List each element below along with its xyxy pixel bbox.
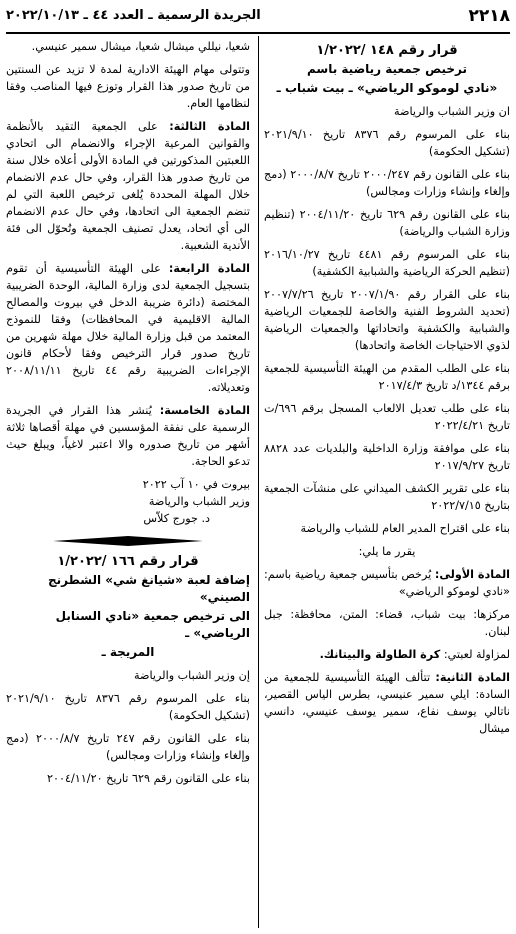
page-number: ٢٢١٨ [468,6,510,26]
right-column [264,38,510,743]
decision-166-subtitle-location: المريجة ـ [101,645,155,659]
decision-148-title: قرار رقم ١٤٨ /١/٢٠٢٢ [316,43,458,58]
paragraph: بناء على طلب تعديل الالعاب المسجل برقم ٦٩٦/ت تاريخ ٢٠٢٢/٤/٢١ [264,402,510,432]
gazette-title: الجريدة الرسمية ـ العدد ٤٤ ـ ٢٠٢٢/١٠/١٣ [6,8,261,23]
article-text: يُنشر هذا القرار في الجريدة الرسمية على نفقة المؤسسين في مهلة أقصاها ثلاثة أشهر من تاريخ صدوره والا اعتبر لاغياً، ويبلغ حيث تدعو الحاجة. [6,404,250,468]
article-4 [6,260,250,396]
article-label: المادة الرابعة: [168,262,250,275]
section-separator [6,535,250,547]
paragraph: بناء على القانون رقم ٦٢٩ تاريخ ٢٠٠٤/١١/٢٠ [46,772,250,785]
sports-names: كرة الطاولة والبيتانك. [319,648,441,661]
article-text: على الجمعية التقيد بالأنظمة والقوانين المرعية الإجراء والانضمام الى اتحادي اللعبتين المذكورتين في المادة الأولى أعلاه خلال سنة من تاريخ صدور هذا القرار، وفي حال عدم الانضمام خلال المهلة المحددة يُلغى ترخيص اللعبة التي لم تنضم الجمعية الى اتحادها، وفي حال عدم الانضمام الى أي اتحاد، يعدل تصنيف الجمعية وتُحوّل الى فئة الأندية الشعبية. [6,120,250,252]
article-label: المادة الخامسة: [159,404,250,417]
article-2 [264,669,510,737]
article-3 [6,118,250,254]
page-header [6,4,510,32]
decision-166-title: قرار رقم ١٦٦ /١/٢٠٢٢ [57,554,199,569]
paragraph: بناء على المرسوم رقم ٨٣٧٦ تاريخ ٢٠٢١/٩/١٠ (تشكيل الحكومة) [6,692,250,722]
article-label: المادة الأولى: [434,568,511,581]
paragraph: بناء على المرسوم رقم ٤٤٨١ تاريخ ٢٠١٦/١٠/٢٧ (تنظيم الحركة الرياضية والشبابية الكشفية) [264,248,511,278]
signature-name: د. جورج كلاّس [143,512,210,525]
paragraph: بناء على المرسوم رقم ٨٣٧٦ تاريخ ٢٠٢١/٩/١٠ (تشكيل الحكومة) [264,128,510,158]
paragraph: ان وزير الشباب والرياضة [393,105,510,118]
decision-166-subtitle: إضافة لعبة «شيانغ شي» الشطرنج الصيني» [47,573,250,604]
header-rule [6,32,510,34]
decides-line: يقرر ما يلي: [358,545,416,558]
paragraph: بناء على القانون رقم ٦٢٩ تاريخ ٢٠٠٤/١١/٢٠ (تنظيم وزارة الشباب والرياضة) [264,208,510,238]
paragraph: بناء على اقتراح المدير العام للشباب والرياضة [300,522,510,535]
paragraph: بناء على القانون رقم ٢٤٧ تاريخ ٢٠٠٠/٨/٧ (دمج وإلغاء وإنشاء وزارات ومجالس) [6,732,250,762]
decision-166-subtitle-club: الى ترخيص جمعية «نادي السنابل الرياضي» ـ [55,609,250,640]
paragraph: بناء على القانون رقم ٢٠٠٠/٢٤٧ تاريخ ٢٠٠٠/٨/٧ (دمج وإلغاء وإنشاء وزارات ومجالس) [264,168,510,198]
paragraph: بناء على موافقة وزارة الداخلية والبلديات عدد ٨٨٢٨ تاريخ ٢٠١٧/٩/٢٧ [264,442,510,472]
article-text: تتألف الهيئة التأسيسية للجمعية من السادة: ايلي سمير عنيسي، بطرس الياس القصير، ناتالي يوسف نفاع، سمير يوسف عنيسي، دانسي ميشال [264,671,510,735]
article-5 [6,402,250,470]
article-text: يُرخص بتأسيس جمعية رياضية باسم: «نادي لوموكو الرياضي» [264,568,510,598]
column-divider [258,36,259,928]
signature-place-date: بيروت في ١٠ آب ٢٠٢٢ [142,478,250,491]
article-label: المادة الثانية: [435,671,510,684]
paragraph: شعيا، نيللي ميشال شعيا، ميشال سمير عنيسي. [31,40,250,53]
decision-148-subtitle-club: «نادي لوموكو الرياضي» ـ بيت شباب ـ [276,81,498,95]
paragraph: مركزها: بيت شباب، قضاء: المتن، محافظة: جبل لبنان. [264,608,510,638]
paragraph: بناء على الطلب المقدم من الهيئة التأسيسية للجمعية برقم ١٣٤٤/د تاريخ ٢٠١٧/٤/٣ [264,362,510,392]
paragraph: وتتولى مهام الهيئة الادارية لمدة لا تزيد عن السنتين من تاريخ صدور هذا القرار وتوزع فيها المناصب وفقا لنظامها العام. [6,63,250,110]
decision-148-subtitle: ترخيص جمعية رياضية باسم [307,62,467,76]
article-label: المادة الثالثة: [169,120,251,133]
paragraph [264,646,510,663]
separator-ornament [53,535,203,547]
paragraph: بناء على تقرير الكشف الميداني على منشآت الجمعية بتاريخ ٢٠٢٢/٧/١٥ [264,482,510,512]
article-text: على الهيئة التأسيسية أن تقوم بتسجيل الجمعية لدى وزارة المالية، الوحدة الضريبية المختصة (دائرة ضريبة الدخل في بيروت والمصالح المالية الاقليمية في المحافظات) وفقا للنموذج المعتمد من قبل وزارة المالية خلال مهلة شهرين من تاريخ صدور قرار الترخيص وفقا لأحكام قانون الإجراءات الضريبية رقم ٤٤ تاريخ ٢٠٠٨/١١/١١ وتعديلاته. [6,262,250,394]
signature-title: وزير الشباب والرياضة [148,495,250,508]
paragraph: إن وزير الشباب والرياضة [133,669,250,682]
article-1 [264,566,510,600]
sports-label: لمزاولة لعبتي: [440,648,510,661]
paragraph: بناء على القرار رقم ٢٠٠٧/١/٩٠ تاريخ ٢٠٠٧/٧/٢٦ (تحديد الشروط الفنية والخاصة للجمعيات الرياضية والشبابية والكشفية واتحاداتها والجمعيات الرياضية لذوي الاحتياجات الخاصة واتحادها) [264,288,510,352]
left-column [6,38,250,793]
